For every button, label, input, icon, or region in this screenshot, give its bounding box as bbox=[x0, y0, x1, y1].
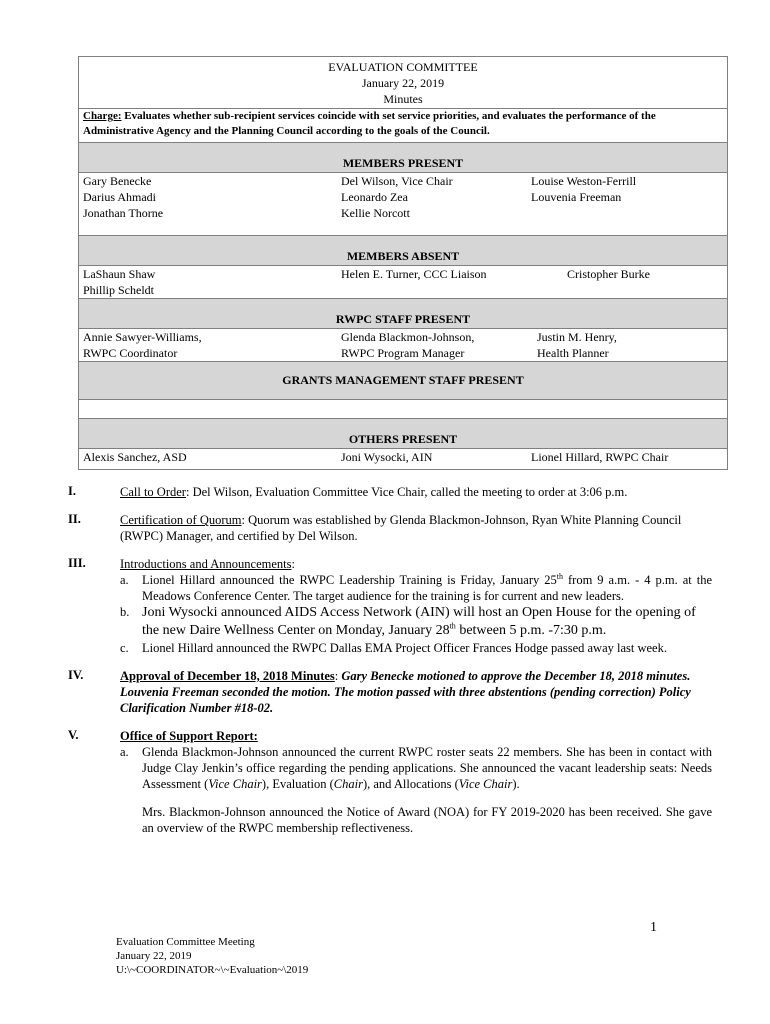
members-present-heading: MEMBERS PRESENT bbox=[79, 143, 728, 173]
item-colon: : bbox=[334, 669, 339, 683]
item-colon: : bbox=[291, 557, 295, 571]
members-present-col2 bbox=[341, 173, 531, 221]
seat-vice-chair: Vice Chair bbox=[208, 777, 262, 791]
member-name: Gary Benecke bbox=[83, 174, 152, 188]
seat-chair: Chair bbox=[333, 777, 363, 791]
title-block bbox=[79, 57, 728, 109]
item-heading: Introductions and Announcements bbox=[120, 557, 292, 571]
staff-name: Justin M. Henry, bbox=[537, 330, 617, 344]
agenda-item-announcements bbox=[62, 556, 732, 656]
footer-title: Evaluation Committee Meeting bbox=[116, 936, 255, 948]
item-number: III. bbox=[68, 556, 86, 570]
members-absent-heading: MEMBERS ABSENT bbox=[79, 236, 728, 266]
staff-title: RWPC Program Manager bbox=[341, 346, 465, 360]
item-text: : Del Wilson, Evaluation Committee Vice Chair, called the meeting to order at 3:06 p.m. bbox=[185, 485, 628, 499]
staff-title: RWPC Coordinator bbox=[83, 346, 178, 360]
page-number: 1 bbox=[650, 920, 657, 935]
ordinal-suffix: th bbox=[449, 621, 456, 631]
sub-text: ). bbox=[512, 777, 520, 791]
agenda-item-call-to-order bbox=[62, 484, 732, 500]
member-name: Louise Weston-Ferrill bbox=[531, 174, 637, 188]
member-name: Louvenia Freeman bbox=[531, 190, 622, 204]
staff-name: Glenda Blackmon-Johnson, bbox=[341, 330, 475, 344]
grants-staff-heading: GRANTS MANAGEMENT STAFF PRESENT bbox=[79, 362, 728, 400]
item-heading: Approval of December 18, 2018 Minutes bbox=[120, 669, 335, 683]
other-name: Lionel Hillard, RWPC Chair bbox=[531, 450, 669, 464]
member-name: Phillip Scheldt bbox=[83, 283, 155, 297]
sub-text: ), Evaluation ( bbox=[261, 777, 334, 791]
sub-letter: c. bbox=[120, 641, 129, 655]
other-name: Alexis Sanchez, ASD bbox=[83, 450, 187, 464]
sub-text: Lionel Hillard announced the RWPC Dallas EMA Project Officer Frances Hodge passed away last week. bbox=[142, 641, 667, 655]
meeting-date: January 22, 2019 bbox=[361, 76, 445, 90]
committee-name: EVALUATION COMMITTEE bbox=[328, 60, 478, 74]
member-name: LaShaun Shaw bbox=[83, 267, 156, 281]
footer-path: U:\~COORDINATOR~\~Evaluation~\2019 bbox=[116, 964, 309, 976]
sub-text: from 9 a.m. - 4 p.m. at the Meadows Conference Center. The target audience for the training is for current and new leaders. bbox=[142, 573, 712, 603]
sub-text: Lionel Hillard announced the RWPC Leadership Training is Friday, January 25 bbox=[142, 573, 557, 587]
doc-type: Minutes bbox=[383, 92, 423, 106]
sub-text: Joni Wysocki announced AIDS Access Network (AIN) will host an Open House for the opening of the new Daire Wellness Center on Monday, January 28 bbox=[142, 605, 696, 638]
members-present-list bbox=[79, 173, 728, 236]
member-name: Cristopher Burke bbox=[567, 267, 650, 281]
members-present-col3 bbox=[531, 173, 723, 221]
agenda-items bbox=[62, 484, 732, 848]
charge-statement bbox=[79, 109, 728, 143]
others-present-heading: OTHERS PRESENT bbox=[79, 419, 728, 449]
staff-name: Annie Sawyer-Williams, bbox=[83, 330, 202, 344]
member-name: Kellie Norcott bbox=[341, 206, 410, 220]
item-heading: Call to Order bbox=[120, 485, 186, 499]
item-text: : Quorum was established by Glenda Blackmon-Johnson, Ryan White Planning Council (RWPC) Manager, and certified by Del Wilson. bbox=[120, 513, 682, 543]
members-present-col1 bbox=[83, 173, 341, 221]
ordinal-suffix: th bbox=[556, 571, 563, 581]
member-name: Darius Ahmadi bbox=[83, 190, 156, 204]
members-absent-list bbox=[79, 266, 728, 299]
member-name: Helen E. Turner, CCC Liaison bbox=[341, 267, 487, 281]
agenda-item-office-support bbox=[62, 728, 732, 836]
item-number: II. bbox=[68, 512, 81, 526]
agenda-item-quorum bbox=[62, 512, 732, 544]
charge-text: Evaluates whether sub-recipient services coincide with set service priorities, and evaluates the performance of the Administrative Agency and the Planning Council according to the goals of the Council. bbox=[83, 110, 656, 137]
announcement-c bbox=[120, 640, 712, 656]
member-name: Del Wilson, Vice Chair bbox=[341, 174, 453, 188]
sub-letter: a. bbox=[120, 573, 129, 587]
staff-present-heading: RWPC STAFF PRESENT bbox=[79, 299, 728, 329]
others-present-list bbox=[79, 449, 728, 470]
other-name: Joni Wysocki, AIN bbox=[341, 450, 433, 464]
office-report-a-para2: Mrs. Blackmon-Johnson announced the Notice of Award (NOA) for FY 2019-2020 has been received. She gave an overview of the RWPC membership reflectiveness. bbox=[142, 805, 712, 835]
grants-staff-list bbox=[79, 400, 728, 419]
agenda-item-approval-minutes bbox=[62, 668, 732, 716]
page-footer bbox=[116, 935, 308, 977]
office-report-a bbox=[120, 744, 712, 792]
item-number: I. bbox=[68, 484, 76, 498]
member-name: Jonathan Thorne bbox=[83, 206, 164, 220]
seat-vice-chair: Vice Chair bbox=[458, 777, 513, 791]
staff-title: Health Planner bbox=[537, 346, 609, 360]
sub-text: ), and Allocations ( bbox=[362, 777, 459, 791]
item-heading: Office of Support Report: bbox=[120, 729, 258, 743]
item-heading: Certification of Quorum bbox=[120, 513, 242, 527]
item-number: IV. bbox=[68, 668, 84, 682]
footer-date: January 22, 2019 bbox=[116, 950, 192, 962]
sub-letter: a. bbox=[120, 745, 129, 759]
item-text: Gary Benecke motioned to approve the December 18, 2018 minutes. Louvenia Freeman seconded the motion. The motion passed with three abstentions (pending correction) Policy Clarification Number #18-02. bbox=[120, 669, 691, 715]
announcement-b bbox=[120, 604, 712, 640]
staff-present-list bbox=[79, 329, 728, 362]
sub-text: Glenda Blackmon-Johnson announced the current RWPC roster seats 22 members. She has been in contact with Judge Clay Jenkin’s office regarding the pending applications. She announced the vacant leadership seats: Needs Assessment ( bbox=[142, 745, 712, 791]
sub-letter: b. bbox=[120, 605, 130, 619]
member-name: Leonardo Zea bbox=[341, 190, 408, 204]
charge-label: Charge: bbox=[83, 110, 122, 122]
sub-text: between 5 p.m. -7:30 p.m. bbox=[455, 623, 607, 638]
item-number: V. bbox=[68, 728, 79, 742]
announcement-a bbox=[120, 572, 712, 604]
attendance-table bbox=[78, 56, 728, 470]
